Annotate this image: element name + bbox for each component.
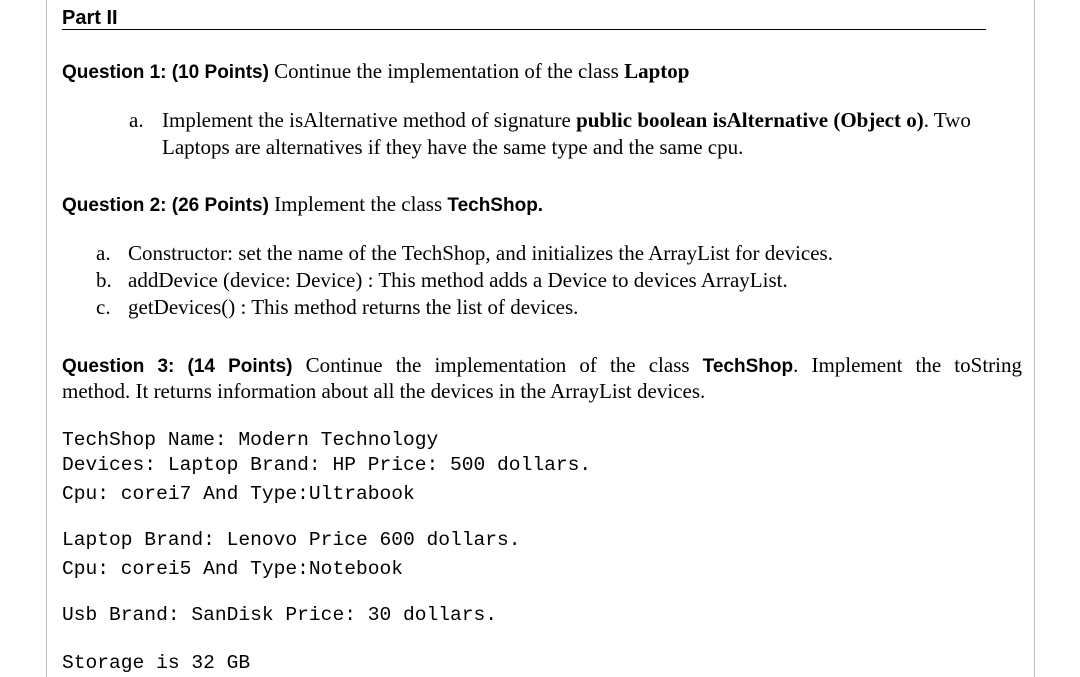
question3-text: Continue the implementation of the class — [292, 353, 703, 377]
question3-heading — [62, 352, 1022, 380]
question1-item-a-signature: public boolean isAlternative (Object o) — [576, 108, 924, 132]
output-line-devices: Devices: Laptop Brand: HP Price: 500 dollars. — [62, 454, 592, 476]
question1-item-a-line2: Laptops are alternatives if they have the same type and the same cpu. — [162, 135, 744, 159]
question2-item-a-marker: a. — [96, 241, 111, 265]
output-line-techshop-name: TechShop Name: Modern Technology — [62, 429, 439, 451]
question2-label: Question 2: (26 Points) — [62, 195, 269, 216]
part-rule — [62, 29, 986, 30]
output-line-cpu-2: Cpu: corei5 And Type:Notebook — [62, 558, 403, 580]
question2-item-c-marker: c. — [96, 295, 111, 319]
output-line-usb: Usb Brand: SanDisk Price: 30 dollars. — [62, 604, 498, 626]
question1-class-name: Laptop — [624, 59, 690, 83]
question1-text: Continue the implementation of the class — [268, 59, 625, 83]
question3-label: Question 3: (14 Points) — [62, 356, 293, 377]
question3-class-name: TechShop — [702, 356, 794, 377]
question2-text: Implement the class — [268, 192, 448, 216]
question1-item-a-text: Implement the isAlternative method of signature — [162, 108, 577, 132]
output-line-storage: Storage is 32 GB — [62, 652, 251, 674]
question2-item-b-text: addDevice (device: Device) : This method adds a Device to devices ArrayList. — [128, 268, 788, 292]
question1-item-a-line1 — [162, 107, 971, 133]
question1-heading — [62, 58, 689, 86]
question1-item-a-marker: a. — [129, 108, 144, 132]
question2-item-c-text: getDevices() : This method returns the list of devices. — [128, 295, 579, 319]
question3-text-end: . Implement the toString — [793, 353, 1022, 377]
question2-heading — [62, 191, 543, 219]
question3-line2: method. It returns information about all the devices in the ArrayList devices. — [62, 379, 706, 403]
page-frame-left — [46, 0, 47, 677]
page-frame-right — [1034, 0, 1035, 677]
question2-class-name: TechShop. — [447, 195, 544, 216]
output-line-laptop-2: Laptop Brand: Lenovo Price 600 dollars. — [62, 529, 521, 551]
part-title: Part II — [62, 7, 118, 29]
question1-label: Question 1: (10 Points) — [62, 62, 269, 83]
question2-item-b-marker: b. — [96, 268, 112, 292]
question2-item-a-text: Constructor: set the name of the TechShop, and initializes the ArrayList for devices. — [128, 241, 833, 265]
question1-item-a-text-end: . Two — [923, 108, 971, 132]
output-line-cpu-1: Cpu: corei7 And Type:Ultrabook — [62, 483, 415, 505]
